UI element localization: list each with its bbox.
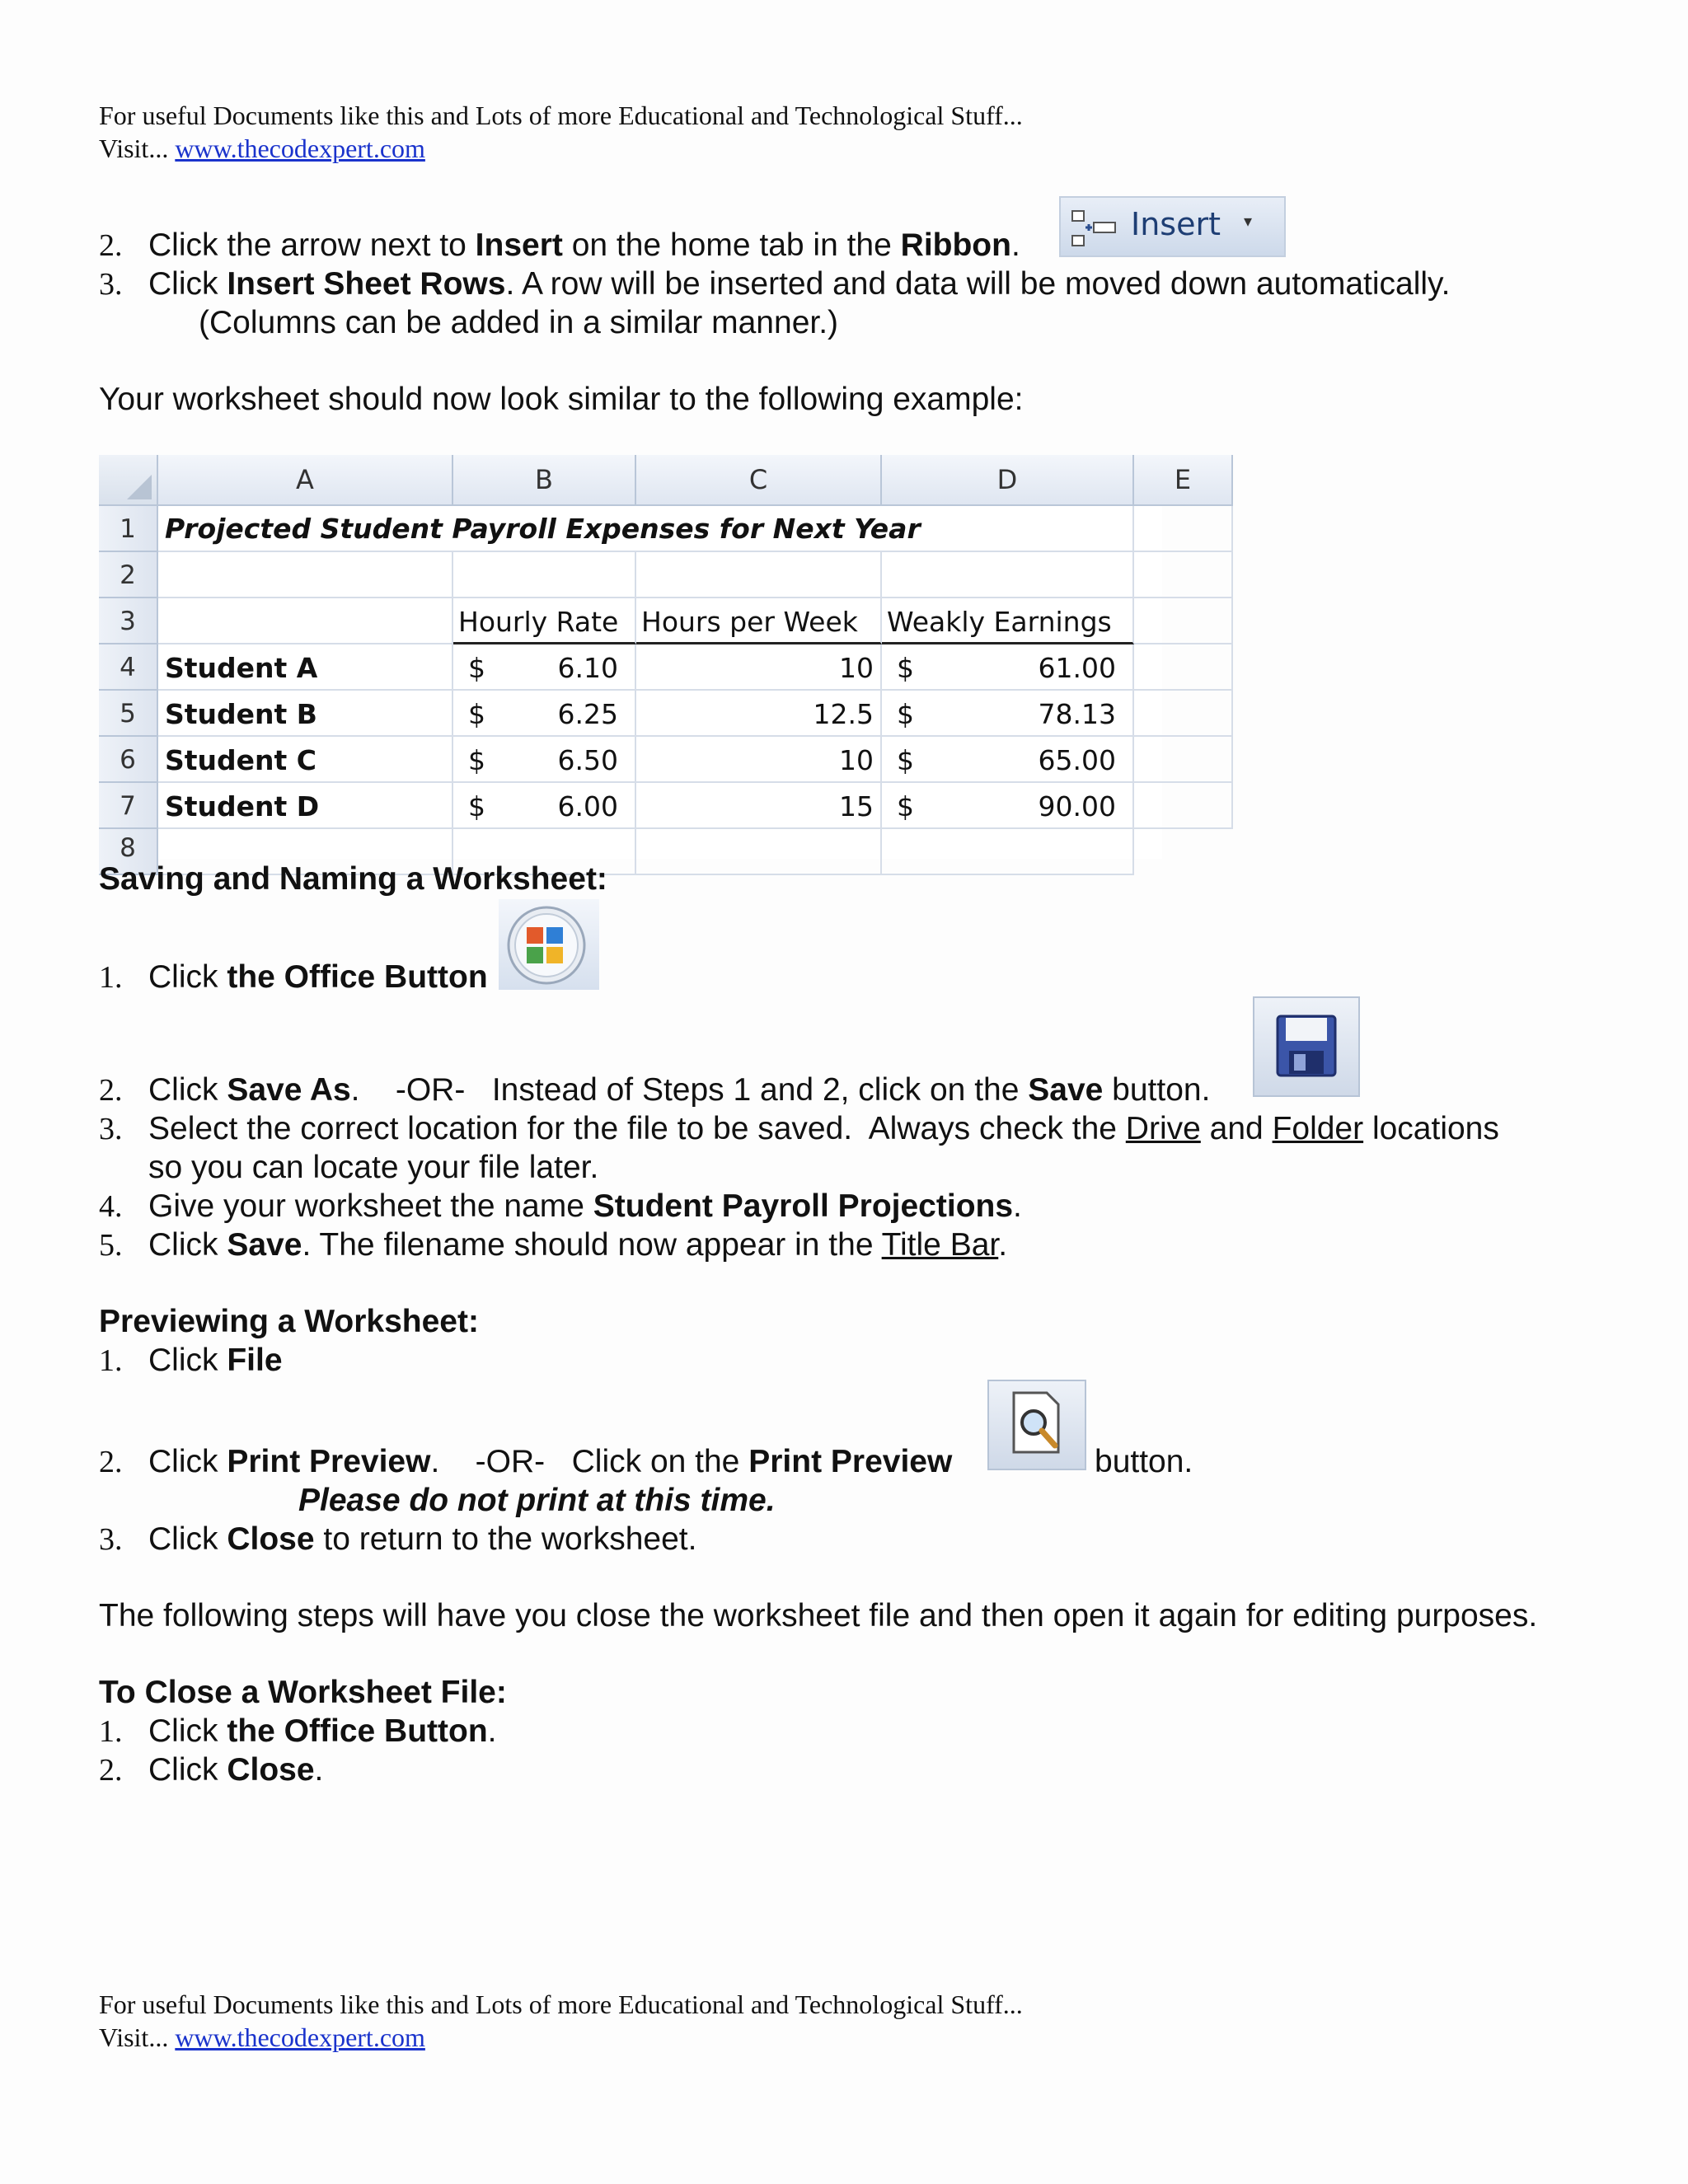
step-text: . xyxy=(314,1752,324,1788)
step-text: . xyxy=(487,1713,497,1749)
insert-note: (Columns can be added in a similar manner.) xyxy=(199,305,839,340)
insert-ribbon-button[interactable] xyxy=(1059,196,1286,257)
student-name: Student C xyxy=(158,737,453,783)
step-number: 2. xyxy=(99,1445,123,1479)
empty-cell xyxy=(1134,783,1233,829)
currency-symbol: $ xyxy=(468,652,485,684)
earnings-value: 65.00 xyxy=(1038,744,1116,776)
step-bold: the Office Button xyxy=(227,959,488,995)
page-header xyxy=(99,99,1023,165)
empty-cell xyxy=(1134,598,1233,644)
currency-symbol: $ xyxy=(468,698,485,730)
worksheet-example xyxy=(99,455,1192,863)
step-bold: Student Payroll Projections xyxy=(593,1188,1014,1224)
empty-cell xyxy=(636,829,882,875)
step-bold: Ribbon xyxy=(900,227,1011,263)
row-header: 4 xyxy=(99,644,158,691)
empty-cell xyxy=(1134,691,1233,737)
previewing-step-2 xyxy=(99,1442,952,1482)
column-header-d: D xyxy=(882,455,1134,506)
step-bold: Print Preview xyxy=(748,1444,953,1479)
step-text: Click xyxy=(148,266,227,302)
step-number: 2. xyxy=(99,1753,123,1788)
currency-symbol: $ xyxy=(468,790,485,823)
earnings-value: 90.00 xyxy=(1038,790,1116,823)
step-text: and xyxy=(1200,1111,1273,1146)
step-bold: Save xyxy=(227,1227,302,1263)
closing-heading: To Close a Worksheet File: xyxy=(99,1675,507,1710)
row-header: 8 xyxy=(99,829,158,875)
footer-link[interactable]: www.thecodexpert.com xyxy=(175,2022,425,2052)
student-name: Student A xyxy=(158,644,453,691)
hourly-rate-cell xyxy=(453,737,636,783)
row-header: 1 xyxy=(99,506,158,552)
empty-cell xyxy=(1134,552,1233,598)
hourly-rate-cell xyxy=(453,691,636,737)
office-button[interactable] xyxy=(499,899,599,990)
step-number: 3. xyxy=(99,1112,123,1146)
empty-cell xyxy=(636,552,882,598)
step-text: . xyxy=(1010,227,1020,263)
previewing-heading: Previewing a Worksheet: xyxy=(99,1304,479,1339)
rate-value: 6.25 xyxy=(557,698,618,730)
empty-cell xyxy=(882,829,1134,875)
footer-visit-label: Visit... xyxy=(99,2022,176,2052)
currency-symbol: $ xyxy=(468,744,485,776)
office-logo-icon xyxy=(499,899,599,990)
step-number: 3. xyxy=(99,1522,123,1557)
step-underlined: Folder xyxy=(1272,1111,1364,1146)
header-visit-line xyxy=(99,132,1023,165)
step-text: Select the correct location for the file to be saved. Always check the xyxy=(148,1111,1126,1146)
currency-symbol: $ xyxy=(897,744,914,776)
step-underlined: Drive xyxy=(1125,1111,1201,1146)
step-text: Click xyxy=(148,1521,227,1557)
header-text: For useful Documents like this and Lots of more Educational and Technological Stuff... xyxy=(99,101,1023,130)
hours-cell: 10 xyxy=(636,737,882,783)
column-header-e: E xyxy=(1134,455,1233,506)
step-bold: Print Preview xyxy=(227,1444,431,1479)
row-header: 2 xyxy=(99,552,158,598)
empty-cell xyxy=(1134,506,1233,552)
step-bold: File xyxy=(227,1343,283,1378)
header-weekly-earnings: Weakly Earnings xyxy=(882,598,1134,644)
header-hourly-rate: Hourly Rate xyxy=(453,598,636,644)
row-header: 3 xyxy=(99,598,158,644)
empty-cell xyxy=(1134,644,1233,691)
currency-symbol: $ xyxy=(897,790,914,823)
page-footer xyxy=(99,1988,1023,2054)
step-underlined: Title Bar xyxy=(881,1227,999,1263)
step-text: Click xyxy=(148,1713,227,1749)
step-text: . The filename should now appear in the xyxy=(302,1227,882,1263)
step-text: . A row will be inserted and data will be moved down automatically. xyxy=(505,266,1451,302)
saving-step-2 xyxy=(99,1071,1210,1110)
step-text: . xyxy=(998,1227,1008,1263)
earnings-cell xyxy=(882,644,1134,691)
step-text: Click xyxy=(148,1343,227,1378)
earnings-cell xyxy=(882,737,1134,783)
step-text: Click xyxy=(148,1752,227,1788)
empty-cell xyxy=(882,552,1134,598)
print-preview-button[interactable] xyxy=(987,1380,1086,1470)
column-header-a: A xyxy=(158,455,453,506)
earnings-value: 61.00 xyxy=(1038,652,1116,684)
hours-cell: 15 xyxy=(636,783,882,829)
earnings-cell xyxy=(882,691,1134,737)
step-text: Click xyxy=(148,959,227,995)
insert-button-label: Insert xyxy=(1131,206,1221,242)
save-button[interactable] xyxy=(1253,996,1360,1097)
floppy-disk-icon xyxy=(1254,998,1358,1095)
step-bold: Close xyxy=(227,1752,315,1788)
empty-cell xyxy=(1134,737,1233,783)
footer-text: For useful Documents like this and Lots of more Educational and Technological Stuff... xyxy=(99,1990,1023,2019)
step-text: . -OR- Instead of Steps 1 and 2, click on the xyxy=(350,1072,1029,1108)
step-number: 1. xyxy=(99,1714,123,1749)
hourly-rate-cell xyxy=(453,644,636,691)
closing-step-2 xyxy=(99,1750,323,1790)
sheet-title-cell: Projected Student Payroll Expenses for Next Year xyxy=(158,506,1134,552)
step-text: Give your worksheet the name xyxy=(148,1188,593,1224)
header-hours-per-week: Hours per Week xyxy=(636,598,882,644)
step-number: 2. xyxy=(99,1073,123,1108)
step-number: 5. xyxy=(99,1228,123,1263)
saving-step-3-cont: so you can locate your file later. xyxy=(148,1150,599,1185)
row-header: 6 xyxy=(99,737,158,783)
saving-step-3 xyxy=(99,1109,1499,1149)
empty-cell xyxy=(453,552,636,598)
step-text: Click xyxy=(148,1444,227,1479)
previewing-note: Please do not print at this time. xyxy=(298,1483,776,1518)
previewing-step-3 xyxy=(99,1520,696,1559)
step-bold: Save xyxy=(1028,1072,1104,1108)
following-paragraph: The following steps will have you close the worksheet file and then open it again for editing purposes. xyxy=(99,1598,1538,1633)
print-preview-icon xyxy=(989,1381,1085,1469)
empty-cell xyxy=(158,598,453,644)
hours-cell: 10 xyxy=(636,644,882,691)
step-number: 1. xyxy=(99,960,123,995)
step-text: . xyxy=(1013,1188,1022,1224)
rate-value: 6.50 xyxy=(557,744,618,776)
step-number: 3. xyxy=(99,267,123,302)
closing-step-1 xyxy=(99,1712,497,1751)
empty-cell xyxy=(158,552,453,598)
earnings-cell xyxy=(882,783,1134,829)
saving-step-1 xyxy=(99,958,488,997)
select-all-corner xyxy=(99,455,158,506)
example-intro: Your worksheet should now look similar to the following example: xyxy=(99,382,1024,417)
step-text: . -OR- Click on the xyxy=(430,1444,749,1479)
earnings-value: 78.13 xyxy=(1038,698,1116,730)
step-bold: Insert Sheet Rows xyxy=(227,266,506,302)
previewing-step-1 xyxy=(99,1341,283,1380)
step-text: Click the arrow next to xyxy=(148,227,476,263)
dropdown-arrow-icon[interactable]: ▾ xyxy=(1244,211,1253,231)
step-number: 2. xyxy=(99,228,123,263)
step-text: Click xyxy=(148,1072,227,1108)
column-header-b: B xyxy=(453,455,636,506)
insert-step-2 xyxy=(99,226,1020,265)
previewing-step-2-end: button. xyxy=(1095,1444,1193,1479)
step-bold: Insert xyxy=(475,227,563,263)
step-text: button. xyxy=(1103,1072,1211,1108)
insert-step-3 xyxy=(99,265,1450,304)
row-header: 7 xyxy=(99,783,158,829)
hourly-rate-cell xyxy=(453,783,636,829)
currency-symbol: $ xyxy=(897,698,914,730)
insert-rows-icon xyxy=(1071,209,1120,249)
hours-cell: 12.5 xyxy=(636,691,882,737)
step-number: 4. xyxy=(99,1189,123,1224)
step-text: to return to the worksheet. xyxy=(314,1521,697,1557)
student-name: Student D xyxy=(158,783,453,829)
saving-step-4 xyxy=(99,1187,1022,1226)
step-bold: Close xyxy=(227,1521,315,1557)
header-visit-label: Visit... xyxy=(99,134,176,163)
step-text: Click xyxy=(148,1227,227,1263)
rate-value: 6.00 xyxy=(557,790,618,823)
rate-value: 6.10 xyxy=(557,652,618,684)
step-text: on the home tab in the xyxy=(562,227,901,263)
step-bold: the Office Button xyxy=(227,1713,488,1749)
step-text: locations xyxy=(1363,1111,1499,1146)
currency-symbol: $ xyxy=(897,652,914,684)
saving-step-5 xyxy=(99,1226,1007,1265)
footer-visit-line xyxy=(99,2021,1023,2054)
row-header: 5 xyxy=(99,691,158,737)
student-name: Student B xyxy=(158,691,453,737)
header-link[interactable]: www.thecodexpert.com xyxy=(175,134,425,163)
step-number: 1. xyxy=(99,1343,123,1378)
step-bold: Save As xyxy=(227,1072,351,1108)
column-header-c: C xyxy=(636,455,882,506)
saving-heading: Saving and Naming a Worksheet: xyxy=(99,861,607,897)
